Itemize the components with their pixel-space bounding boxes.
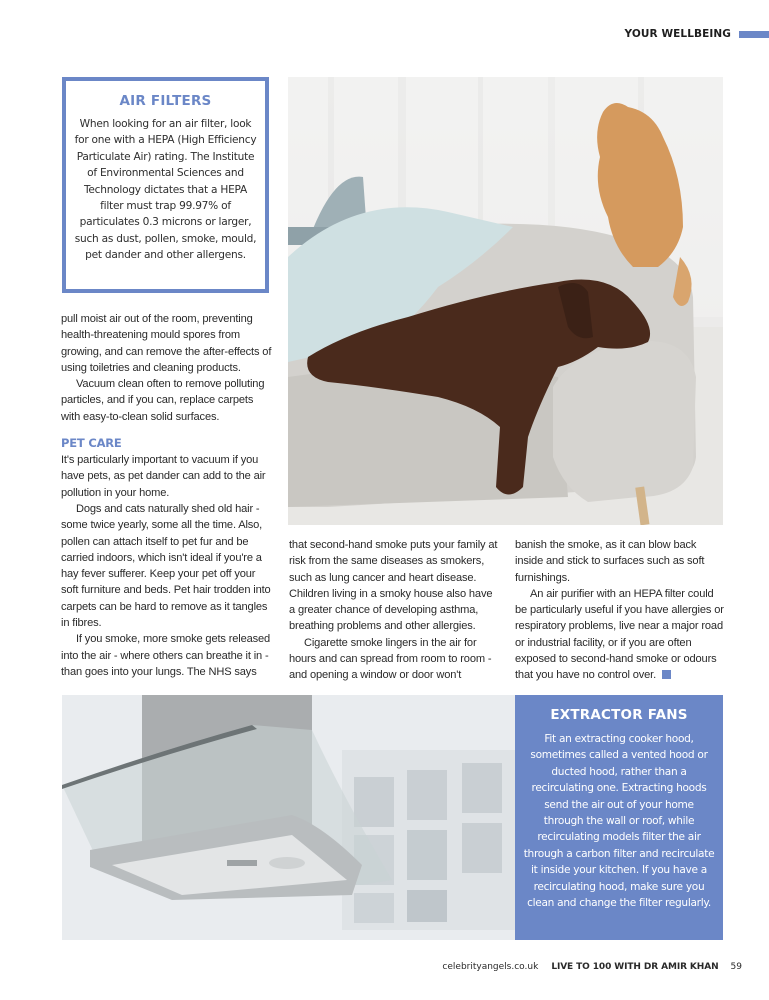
air-filters-box xyxy=(62,77,269,293)
end-of-article-mark xyxy=(662,670,671,679)
article-paragraph: pull moist air out of the room, preventing health-threatening mould spores from growing, and can remove the after-effects of using toiletries and cleaning products. xyxy=(61,313,272,374)
article-column-3 xyxy=(515,537,727,684)
air-filters-body: When looking for an air filter, look for one with a HEPA (High Efficiency Particulate Air) rating. The Institute of Environmental Sciences and Technology dictates that a HEPA filter must trap 99.97% of particulates 0.3 microns or larger, such as dust, pollen, smoke, mould, pet dander and other allergens. xyxy=(74,118,257,262)
article-paragraph-text: An air purifier with an HEPA filter could be particularly useful if you have allergies or respiratory problems, live near a major road or industrial facility, or if you are often exposed to second-hand smoke or odours that you have no control over. xyxy=(515,587,724,682)
article-paragraph: Vacuum clean often to remove polluting particles, and if you can, replace carpets with easy-to-clean solid surfaces. xyxy=(61,378,265,423)
extractor-fans-box xyxy=(515,695,723,940)
article-paragraph: It's particularly important to vacuum if you have pets, as pet dander can add to the air pollution in your home. xyxy=(61,454,266,499)
footer-publication-title: LIVE TO 100 WITH DR AMIR KHAN xyxy=(551,962,719,972)
article-paragraph: If you smoke, more smoke gets released into the air - where others can breathe it in - than goes into your lungs. The NHS says xyxy=(61,633,271,678)
section-label: YOUR WELLBEING xyxy=(624,28,731,40)
article-column-1 xyxy=(61,311,273,680)
extractor-fan-illustration xyxy=(62,695,515,940)
article-paragraph: Dogs and cats naturally shed old hair - some twice yearly, some all the time. Also, pollen can attach itself to pet fur and be carried indoors, which isn't ideal if you're a hay fever sufferer. Keep your pet off your soft furniture and beds. Pet hair trodden into carpets can be hard to remove as it tangles in fibres. xyxy=(61,502,271,630)
article-paragraph: Cigarette smoke lingers in the air for hours and can spread from room to room - and opening a window or door won't xyxy=(289,636,492,682)
extractor-fan-photo xyxy=(62,695,515,940)
pet-care-heading: PET CARE xyxy=(61,436,122,451)
article-paragraph: that second-hand smoke puts your family at risk from the same diseases as smokers, such as lung cancer and heart disease. Children living in a smoky house also have a greater chance of developing asthma, breathing problems and other allergies. xyxy=(289,539,498,633)
article-column-2 xyxy=(289,537,501,684)
pets-photo-illustration xyxy=(288,77,723,525)
page-number: 59 xyxy=(730,962,742,972)
section-accent-bar xyxy=(739,31,769,38)
footer-website: celebrityangels.co.uk xyxy=(442,962,539,972)
air-filters-title: AIR FILTERS xyxy=(119,93,212,109)
article-paragraph xyxy=(515,586,727,684)
article-paragraph: banish the smoke, as it can blow back inside and stick to surfaces such as soft furnishings. xyxy=(515,539,705,584)
extractor-fans-title: EXTRACTOR FANS xyxy=(550,707,688,723)
pets-photo xyxy=(288,77,723,525)
section-tag xyxy=(625,27,769,41)
extractor-fans-body: Fit an extracting cooker hood, sometimes called a vented hood or ducted hood, rather than a recirculating one. Extracting hoods send the air out of your home through the wall or roof, while recirculating models filter the air through a carbon filter and recirculate it inside your kitchen. If you have a recirculating hood, make sure you clean and change the filter regularly. xyxy=(523,733,715,910)
page-footer xyxy=(442,962,742,972)
